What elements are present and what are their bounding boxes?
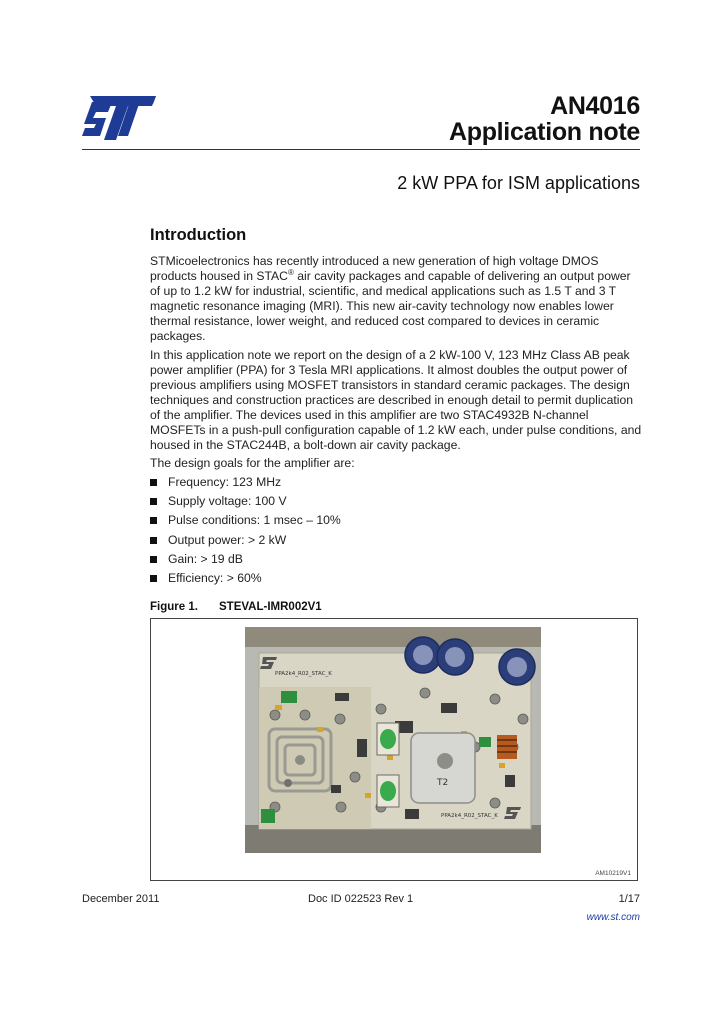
design-goals-list — [150, 475, 341, 590]
bullet-square-icon — [150, 517, 157, 524]
registered-mark: ® — [287, 267, 294, 277]
bullet-square-icon — [150, 479, 157, 486]
bullet-square-icon — [150, 537, 157, 544]
board-silkscreen-label: PPA2k4_R02_STAC_K — [275, 671, 332, 677]
intro-paragraph-1-start: STMicoelectronics has recently introduced a new generation of high voltage DMOS products housed in STAC — [150, 254, 599, 283]
footer-page-number: 1/17 — [618, 893, 640, 905]
list-item: Efficiency: > 60% — [150, 571, 341, 590]
list-item: Gain: > 19 dB — [150, 552, 341, 571]
section-heading-introduction: Introduction — [150, 226, 247, 244]
list-item: Frequency: 123 MHz — [150, 475, 341, 494]
bullet-square-icon — [150, 575, 157, 582]
amplifier-board-photo — [245, 627, 541, 853]
bullet-square-icon — [150, 556, 157, 563]
footer-url-link[interactable]: www.st.com — [586, 912, 640, 923]
figure-number: Figure 1. — [150, 601, 198, 613]
st-logo-icon — [82, 96, 156, 140]
doc-number: AN4016 — [550, 92, 640, 120]
doc-type: Application note — [448, 118, 640, 146]
board-silkscreen-label-bottom: PPA2k4_R02_STAC_K — [441, 813, 498, 819]
board-part-t2: T2 — [437, 778, 449, 788]
footer-date: December 2011 — [82, 893, 160, 905]
bullet-square-icon — [150, 498, 157, 505]
design-goals-intro: The design goals for the amplifier are: — [150, 456, 355, 470]
footer-doc-id: Doc ID 022523 Rev 1 — [308, 893, 414, 905]
doc-subtitle: 2 kW PPA for ISM applications — [397, 173, 640, 193]
figure-frame — [150, 618, 638, 881]
figure-id: AM10219V1 — [595, 870, 631, 877]
list-item: Supply voltage: 100 V — [150, 494, 341, 513]
list-item: Output power: > 2 kW — [150, 533, 341, 552]
intro-paragraph-1 — [150, 254, 642, 344]
figure-title: STEVAL-IMR002V1 — [219, 601, 322, 613]
header-rule — [82, 149, 640, 150]
figure-caption — [150, 601, 322, 613]
intro-paragraph-2: In this application note we report on the design of a 2 kW-100 V, 123 MHz Class AB peak power amplifier (PPA) for 3 Tesla MRI applications. It almost doubles the output power of previous amplifiers using MOSFET transistors in standard ceramic packages. The design techniques and construction practices are described in enough detail to permit duplication of the amplifier. The devices used in this amplifier are two STAC4932B N-channel MOSFETs in a push-pull configuration capable of 1.2 kW each, under pulse conditions, and housed in the STAC244B, a bolt-down air cavity package. — [150, 348, 642, 452]
list-item: Pulse conditions: 1 msec – 10% — [150, 513, 341, 532]
intro-paragraph-1-rest: air cavity packages and capable of delivering an output power of up to 1.2 kW for industrial, scientific, and medical applications such as 1.5 T and 3 T magnetic resonance imaging (MRI). This new air-cavity technology now enables lower thermal resistance, lower weight, and reduced cost compared to devices in ceramic packages. — [150, 269, 631, 343]
